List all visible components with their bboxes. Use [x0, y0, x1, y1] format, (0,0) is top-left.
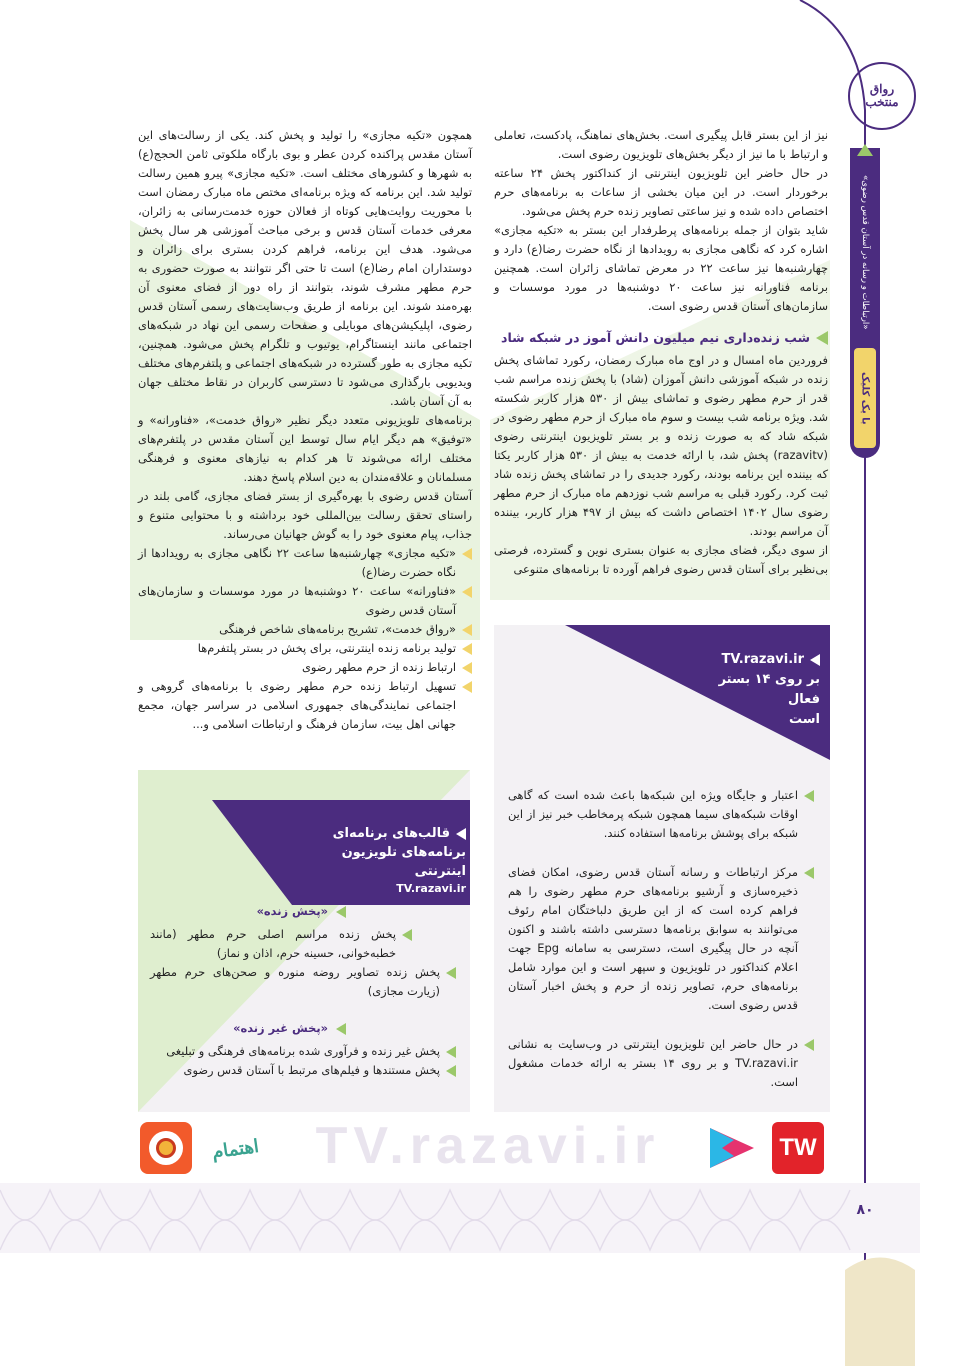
box-right-item: مرکز ارتباطات و رسانه آستان قدس رضوی، امکان فضای ذخیره‌سازی و آرشیو برنامه‌های حرم مطهر رضوی را هم فراهم کرده است که از این طریق دلباختگان امام رئوف می‌توانند به سوابق برنامه‌ها دسترسی داشته باشند و اکنون آنچه در حال پیگیری است، دسترسی به سامانه Epg جهت اعلام کنداکتور در تلویزیون و سپهر است و این موارد شامل برنامه‌های حرم، تصاویر زنده از حرم و پخش اخبار آستان قدس رضوی است. [508, 863, 814, 1015]
right-paragraph: نیز از این بستر قابل پیگیری است. بخش‌های نماهنگ، پادکست، تعاملی و ارتباط با ما نیز از دیگر بخش‌های تلویزیون رضوی است. [494, 128, 828, 161]
subheading-arrow-icon [816, 331, 828, 345]
box-right-arrow-icon [810, 654, 820, 666]
page-number: ۸۰ [856, 1202, 874, 1218]
right-paragraph: شاید بتوان از جمله برنامه‌های پرطرفدار این بستر به «تکیه مجازی» اشاره کرد که نگاهی مجازی به رویدادها از نگاه حضرت رضا(ع) دارد و چهارشنبه‌ها نیز ساعت ۲۲ در معرض تماشای زائران است. همچنین برنامه فناورانه نیز ساعت ۲۰ دوشنبه‌ها در مورد موسسات و سازمان‌های آستان قدس رضوی است. [494, 223, 828, 313]
side-tab-section: با یک کلیک [854, 348, 876, 448]
left-bullet: تسهیل ارتباط زنده حرم مطهر رضوی با برنامه‌های گروهی و اجتماعی نمایندگی‌های جمهوری اسلامی در سراسر جهان، مجمع جهانی اهل بیت، سازمان فرهنگ و ارتباطات اسلامی و... [138, 677, 472, 734]
nonlive-item: پخش غیر زنده و فرآوری شده برنامه‌های فرهنگی و تبلیغی [150, 1042, 456, 1061]
left-column [138, 126, 472, 734]
right-paragraph: فروردین ماه امسال و در اوج ماه مبارک رمضان، رکورد تماشای پخش زنده در شبکه آموزشی دانش آموزان (شاد) با پخش زنده مراسم شب قدر از حرم مطهر رضوی و تماشای بیش از ۵۳۰ هزار کاربر شکسته شد. ویژه برنامه شب بیست و سوم ماه مبارک از حرم مطهر رضوی در شبکه شاد که به صورت زنده و بر بستر تلویزیون اینترنتی رضوی (razavitv) پخش شد، با ارائه خدمت به بیش از ۵۳۰ هزار کاربر یکتا که بیننده این برنامه بودند، رکورد جدیدی را در تماشای پخش زنده شاد ثبت کرد. رکورد قبلی به مراسم شب نوزدهم ماه مبارک از حرم مطهر رضوی سال ۱۴۰۲ اختصاص داشت که بیش از ۴۹۷ هزار کاربر، بیننده آن مراسم بودند. [494, 353, 828, 538]
magazine-logo-text: رواق منتخب [865, 82, 899, 109]
magazine-logo [848, 62, 916, 130]
left-paragraph: آستان قدس رضوی با بهره‌گیری از بستر فضای مجازی، گامی بلند در راستای تحقق رسالت بین‌المللی خود برداشته و با محتوایی متنوع و جذاب، پیام معنوی خود را به گوش جهانیان می‌رساند. [138, 489, 472, 541]
box-left-list [150, 902, 456, 1080]
nonlive-title: «پخش غیر زنده» [150, 1019, 346, 1038]
box-right-item: در حال حاضر این تلویزیون اینترنتی در وب‌سایت به نشانی TV.razavi.ir و بر روی ۱۴ بستر به ارائه خدمات مشغول است. [508, 1035, 814, 1092]
box-right-header-text: TV.razavi.ir بر روی ۱۴ بستر فعال است [718, 652, 820, 727]
footer-url[interactable]: TV.razavi.ir [315, 1117, 661, 1175]
left-paragraph: همچون «تکیه مجازی» را تولید و پخش کند. یکی از رسالت‌های این آستان مقدس پراکنده کردن عطر و بوی بارگاه ملکوتی ثامن الحجج(ع) به شهرها و کشورهای مختلف است. «تکیه مجازی» پیرو همین رسالت تولید شد. این برنامه که ویژه برنامه‌ای مختص ماه مبارک رمضان است با محوریت روایت‌هایی کوتاه از فعالان حوزه خدمت‌رسانی به زائران، معرفی خدمات آستان قدس و برخی مباحث آموزشی هر سال پخش می‌شود. هدف این برنامه، فراهم کردن بستری برای زائران و دوستداران امام رضا(ع) است تا حتی اگر نتوانند به صورت حضوری به حرم مطهر مشرف شوند، بتوانند از راه دور از فضای معنوی آن بهره‌مند شوند. این برنامه از طریق وب‌سایت‌های رسمی آستان قدس رضوی، اپلیکیشن‌های موبایلی و صفحات رسمی این نهاد در شبکه‌های اجتماعی مانند اینستاگرام، یوتیوب و تلگرام پخش می‌شود. همچنین، تکیه مجازی به طور گسترده در شبکه‌های اجتماعی و پلتفرم‌های مختلف ویدیویی بارگذاری می‌شود تا دسترسی کاربران در نقاط مختلف جهان به آن آسان باشد. [138, 128, 472, 408]
nonlive-item: پخش مستندها و فیلم‌های مرتبط با آستان قدس رضوی [150, 1061, 456, 1080]
live-item: پخش زنده تصاویر روضه منوره و صحن‌های حرم مطهر (زیارت مجازی) [150, 963, 456, 1001]
right-paragraph: از سوی دیگر، فضای مجازی به عنوان بستری نوین و گسترده، فرصتی بی‌نظیر برای آستان قدس رضوی فراهم آورده تا برنامه‌های متنوعی [494, 543, 828, 576]
box-right-item: اعتبار و جایگاه ویژه این شبکه‌ها باعث شده است که گاهی اوقات شبکه‌های سیما همچون شبکه پرمخاطب خبر نیز از این شبکه برای پوشش برنامه‌ها استفاده کنند. [508, 786, 814, 843]
box-right-list [508, 786, 814, 1092]
live-title: «پخش زنده» [150, 902, 346, 921]
box-left-header-text: قالب‌های برنامه‌ای برنامه‌های تلویزیون اینترنتی TV.razavi.ir [332, 826, 466, 895]
logo-camera-icon [140, 1122, 192, 1174]
logo-play-icon [704, 1120, 760, 1176]
left-bullet: «فناورانه» ساعت ۲۰ دوشنبه‌ها در مورد موسسات و سازمان‌های آستان قدس رضوی [138, 582, 472, 620]
side-tab [850, 148, 880, 458]
logo-calligraphy: اهتمام [210, 1135, 260, 1163]
side-tab-title: «ارتباطات و رسانه در آستان قدس رضوی» [860, 174, 870, 330]
left-bullet: تولید برنامه زنده اینترنتی، برای پخش در بستر پلتفرم‌ها [138, 639, 472, 658]
logo-tw: TW [772, 1122, 824, 1174]
box-left-arrow-icon [456, 828, 466, 840]
right-subheading: شب زنده‌داری نیم میلیون دانش آموز در شبکه شاد [494, 328, 828, 347]
side-tab-arrow-icon [857, 144, 873, 156]
nonlive-arrow-icon [336, 1023, 346, 1035]
live-arrow-icon [336, 906, 346, 918]
left-bullet: «رواق خدمت»، تشریح برنامه‌های شاخص فرهنگی [138, 620, 472, 639]
left-paragraph: برنامه‌های تلویزیونی متعدد دیگر نظیر «رواق خدمت»، «فناورانه» و «توفیق» هم دیگر ایام سال توسط این آستان مقدس در پلتفرم‌های مختلف ارائه می‌شوند تا هر کدام به نیازهای معنوی و فرهنگی مسلمانان و علاقه‌مندان به دین اسلام پاسخ دهند. [138, 413, 472, 484]
page-number-arch [845, 1258, 915, 1366]
right-column [494, 126, 828, 579]
live-item: پخش زنده مراسم اصلی حرم مطهر (مانند خطبه‌خوانی، حسینه حرم، اذان و نماز) [150, 925, 412, 963]
left-bullet: ارتباط زنده از حرم مطهر رضوی [138, 658, 472, 677]
left-bullet: «تکیه مجازی» چهارشنبه‌ها ساعت ۲۲ نگاهی مجازی به رویدادها از نگاه حضرت رضا(ع) [138, 544, 472, 582]
right-paragraph: در حال حاضر این تلویزیون اینترنتی از کنداکتور پخش ۲۴ ساعته برخوردار است. در این میان بخشی از ساعات به برنامه‌های حرم اختصاص داده شده و نیز ساعتی تصاویر زنده حرم پخش می‌شود. [494, 166, 828, 218]
